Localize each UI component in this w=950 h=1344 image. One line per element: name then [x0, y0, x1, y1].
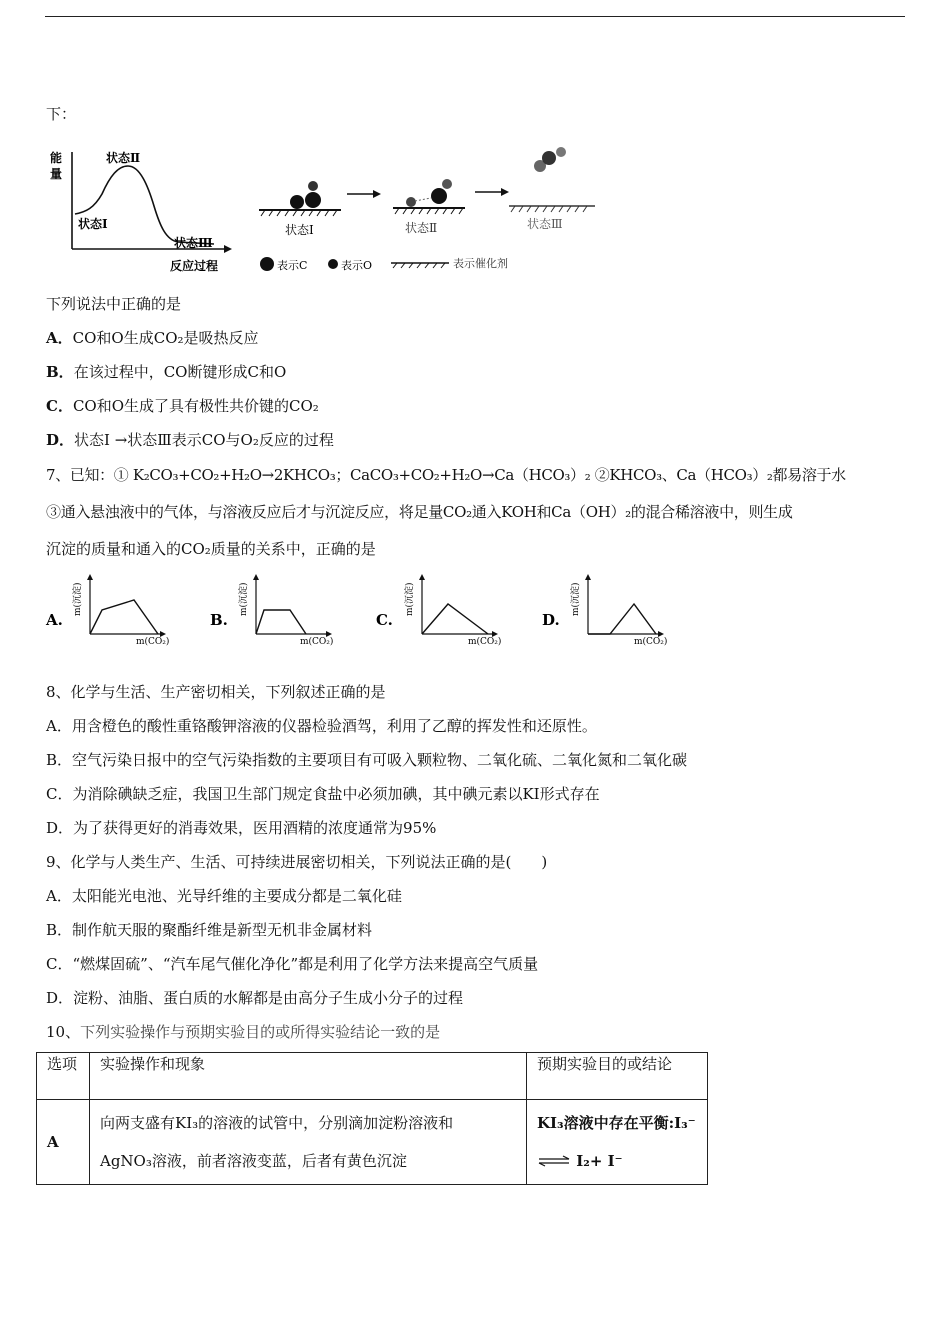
table-header-option: 选项 — [37, 1053, 90, 1100]
table-cell-conclusion-a: KI₃溶液中存在平衡:I₃⁻ I₂+ I⁻ — [527, 1100, 708, 1185]
top-rule — [45, 16, 905, 17]
graph-b-ylabel: m(沉淀) — [239, 582, 249, 616]
q7-line2: ③通入悬浊液中的气体，与溶液反应后才与沉淀反应，将足量CO₂通入KOH和Ca（OH）₂的混合稀溶液中，则生成 — [46, 503, 793, 521]
graph-d-label: D. — [542, 611, 560, 629]
graph-d-ylabel: m(沉淀) — [571, 582, 581, 616]
graph-b — [210, 574, 333, 647]
q7-graphs — [44, 572, 684, 648]
table-cell-operation-a: 向两支盛有KI₃的溶液的试管中，分别滴加淀粉溶液和 AgNO₃溶液，前者溶液变蓝，后者有黄色沉淀 — [90, 1100, 527, 1185]
graph-b-label: B. — [210, 611, 228, 629]
legend-o-text: 表示O — [341, 259, 373, 272]
graph-c-label: C. — [376, 611, 393, 629]
table-header-row — [37, 1053, 708, 1100]
equilibrium-arrow-icon — [537, 1143, 571, 1181]
graph-c-xlabel: m(CO₂) — [468, 637, 502, 647]
graph-a-curve — [90, 600, 158, 634]
table-cell-option-a: A — [37, 1100, 90, 1185]
energy-state3-label: 状态Ⅲ — [174, 236, 213, 250]
q6-option-d: D．状态Ⅰ →状态Ⅲ表示CO与O₂反应的过程 — [46, 431, 334, 449]
energy-ylabel-1: 能 — [50, 151, 63, 165]
q9-stem: 9、化学与人类生产、生活、可持续进展密切相关，下列说法正确的是( ) — [46, 853, 548, 871]
graph-b-xlabel: m(CO₂) — [300, 637, 334, 647]
q6-option-b: B．在该过程中，CO断键形成C和O — [46, 363, 287, 381]
energy-ylabel-2: 量 — [50, 167, 63, 181]
graph-b-curve — [256, 610, 306, 634]
process-s2-label: 状态Ⅱ — [405, 221, 438, 235]
table-header-operation: 实验操作和现象 — [90, 1053, 527, 1100]
graph-d-xlabel: m(CO₂) — [634, 637, 668, 647]
process-s1-label: 状态Ⅰ — [285, 223, 314, 237]
q9-option-a: A．太阳能光电池、光导纤维的主要成分都是二氧化硅 — [46, 887, 402, 905]
table-header-conclusion: 预期实验目的或结论 — [527, 1053, 708, 1100]
energy-diagram — [46, 146, 232, 278]
q6-stem: 下列说法中正确的是 — [46, 295, 182, 313]
energy-state1-label: 状态Ⅰ — [78, 217, 108, 231]
graph-d — [542, 574, 667, 647]
q8-stem: 8、化学与生活、生产密切相关，下列叙述正确的是 — [46, 683, 386, 701]
q9-option-c: C．“燃煤固硫”、“汽车尾气催化净化”都是利用了化学方法来提高空气质量 — [46, 955, 539, 973]
q6-option-a: A．CO和O生成CO₂是吸热反应 — [46, 329, 259, 347]
graph-c-curve — [422, 604, 488, 634]
intro-text: 下： — [46, 105, 77, 123]
atom-c-4 — [542, 151, 556, 165]
atom-o-5 — [556, 147, 566, 157]
energy-xlabel: 反应过程 — [170, 259, 219, 273]
q9-option-d: D．淀粉、油脂、蛋白质的水解都是由高分子生成小分子的过程 — [46, 989, 464, 1007]
graph-a-xlabel: m(CO₂) — [136, 637, 170, 647]
graph-c — [376, 574, 501, 647]
process-s3-label: 状态Ⅲ — [527, 217, 563, 231]
q8-option-a: A．用含橙色的酸性重铬酸钾溶液的仪器检验酒驾，利用了乙醇的挥发性和还原性。 — [46, 717, 597, 735]
q6-option-c: C．CO和O生成了具有极性共价键的CO₂ — [46, 397, 319, 415]
atom-o-2 — [406, 197, 416, 207]
legend-c-dot — [260, 257, 274, 271]
q7-line3: 沉淀的质量和通入的CO₂质量的关系中，正确的是 — [46, 540, 376, 558]
atom-c-3 — [431, 188, 447, 204]
atom-c-2 — [305, 192, 321, 208]
q10-stem: 10、下列实验操作与预期实验目的或所得实验结论一致的是 — [46, 1023, 441, 1041]
graph-d-curve — [588, 604, 656, 634]
q8-option-c: C．为消除碘缺乏症，我国卫生部门规定食盐中必须加碘，其中碘元素以KI形式存在 — [46, 785, 600, 803]
q8-option-d: D．为了获得更好的消毒效果，医用酒精的浓度通常为95% — [46, 819, 437, 837]
graph-a-ylabel: m(沉淀) — [73, 582, 83, 616]
legend-o-dot — [328, 259, 338, 269]
q8-option-b: B．空气污染日报中的空气污染指数的主要项目有可吸入颗粒物、二氧化硫、二氧化氮和二氧化碳 — [46, 751, 688, 769]
graph-c-ylabel: m(沉淀) — [405, 582, 415, 616]
atom-o-1 — [308, 181, 318, 191]
q10-table — [36, 1052, 708, 1185]
legend-cat-text: 表示催化剂 — [453, 257, 508, 270]
q7-line1: 7、已知：① K₂CO₃+CO₂+H₂O→2KHCO₃；CaCO₃+CO₂+H₂O→Ca（HCO₃）₂ ②KHCO₃、Ca（HCO₃）₂都易溶于水 — [46, 466, 846, 484]
q9-option-b: B．制作航天服的聚酯纤维是新型无机非金属材料 — [46, 921, 373, 939]
graph-a — [45, 574, 169, 647]
energy-state2-label: 状态Ⅱ — [106, 151, 141, 165]
atom-c-1 — [290, 195, 304, 209]
table-row — [37, 1100, 708, 1185]
process-diagram — [255, 144, 605, 276]
legend-c-text: 表示C — [277, 259, 308, 272]
graph-a-label: A. — [46, 611, 63, 629]
energy-curve — [75, 166, 214, 244]
atom-o-3 — [442, 179, 452, 189]
